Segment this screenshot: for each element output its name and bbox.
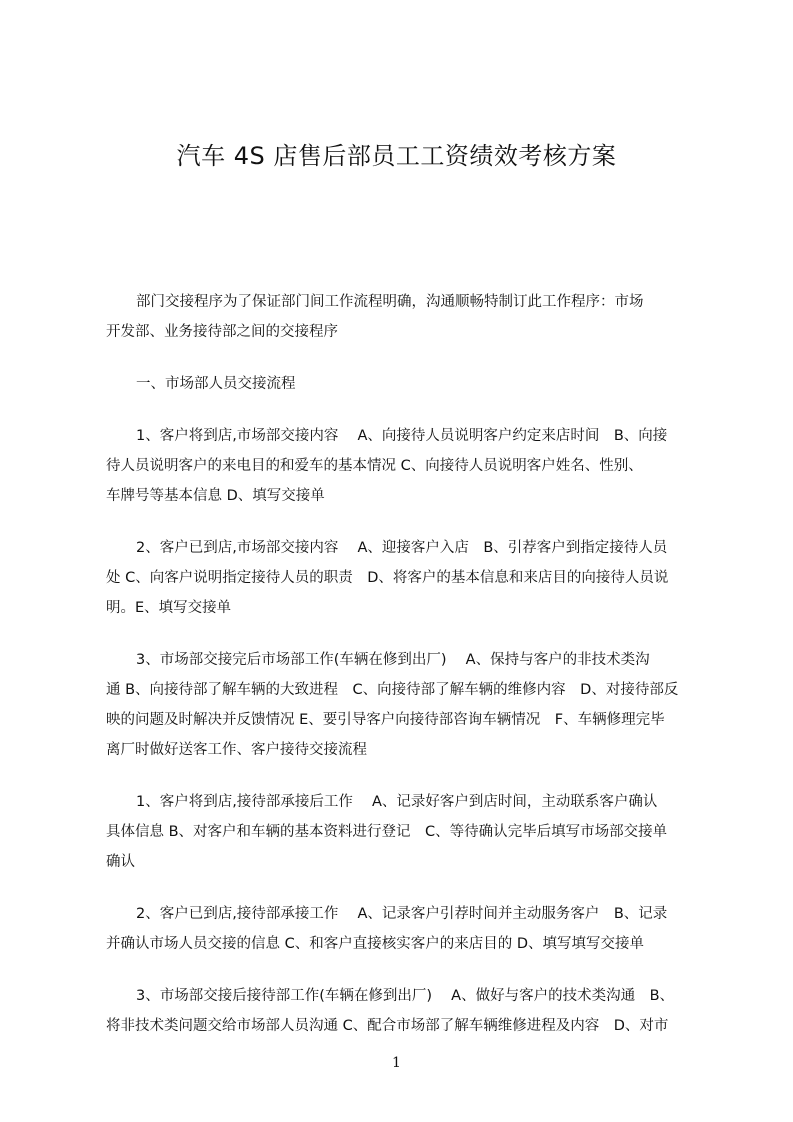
paragraph-line: 待人员说明客户的来电目的和爱车的基本情况 C、向接待人员说明客户姓名、性别、 [106,458,643,474]
paragraph-reception-step-3 [106,981,698,1041]
document-body [106,287,698,1063]
paragraph-reception-step-1 [106,787,698,877]
document-title: 汽车 4S 店售后部员工工资绩效考核方案 [176,142,617,170]
paragraph-intro [106,287,698,347]
section-heading [106,369,698,399]
paragraph-market-step-1 [106,421,698,511]
paragraph-line: 通 B、向接待部了解车辆的大致进程 C、向接待部了解车辆的维修内容 D、对接待部反 [106,682,679,698]
paragraph-line: 开发部、业务接待部之间的交接程序 [106,324,338,340]
paragraph-line: 3、市场部交接后接待部工作(车辆在修到出厂) A、做好与客户的技术类沟通 B、 [136,988,675,1004]
heading-line: 一、市场部人员交接流程 [136,376,296,392]
paragraph-line: 确认 [106,854,135,870]
paragraph-line: 具体信息 B、对客户和车辆的基本资料进行登记 C、等待确认完毕后填写市场部交接单 [106,824,668,840]
paragraph-line: 2、客户已到店,市场部交接内容 A、迎接客户入店 B、引荐客户到指定接待人员 [136,540,668,556]
paragraph-market-step-3 [106,645,698,765]
paragraph-line: 3、市场部交接完后市场部工作(车辆在修到出厂) A、保持与客户的非技术类沟 [136,652,650,668]
paragraph-line: 1、客户将到店,接待部承接后工作 A、记录好客户到店时间，主动联系客户确认 [136,794,658,810]
paragraph-line: 离厂时做好送客工作、客户接待交接流程 [106,742,367,758]
paragraph-line: 1、客户将到店,市场部交接内容 A、向接待人员说明客户约定来店时间 B、向接 [136,428,668,444]
paragraph-line: 并确认市场人员交接的信息 C、和客户直接核实客户的来店目的 D、填写填写交接单 [106,936,645,952]
page-number: 1 [392,1055,401,1071]
paragraph-reception-step-2 [106,899,698,959]
paragraph-line: 映的问题及时解决并反馈情况 E、要引导客户向接待部咨询车辆情况 F、车辆修理完毕 [106,712,665,728]
paragraph-line: 处 C、向客户说明指定接待人员的职责 D、将客户的基本信息和来店目的向接待人员说 [106,570,669,586]
paragraph-line: 2、客户已到店,接待部承接工作 A、记录客户引荐时间并主动服务客户 B、记录 [136,906,668,922]
paragraph-line: 明。E、填写交接单 [106,600,232,616]
paragraph-line: 车牌号等基本信息 D、填写交接单 [106,488,325,504]
paragraph-market-step-2 [106,533,698,623]
paragraph-line: 将非技术类问题交给市场部人员沟通 C、配合市场部了解车辆维修进程及内容 D、对市 [106,1018,669,1034]
paragraph-line: 部门交接程序为了保证部门间工作流程明确，沟通顺畅特制订此工作程序：市场 [136,294,644,310]
